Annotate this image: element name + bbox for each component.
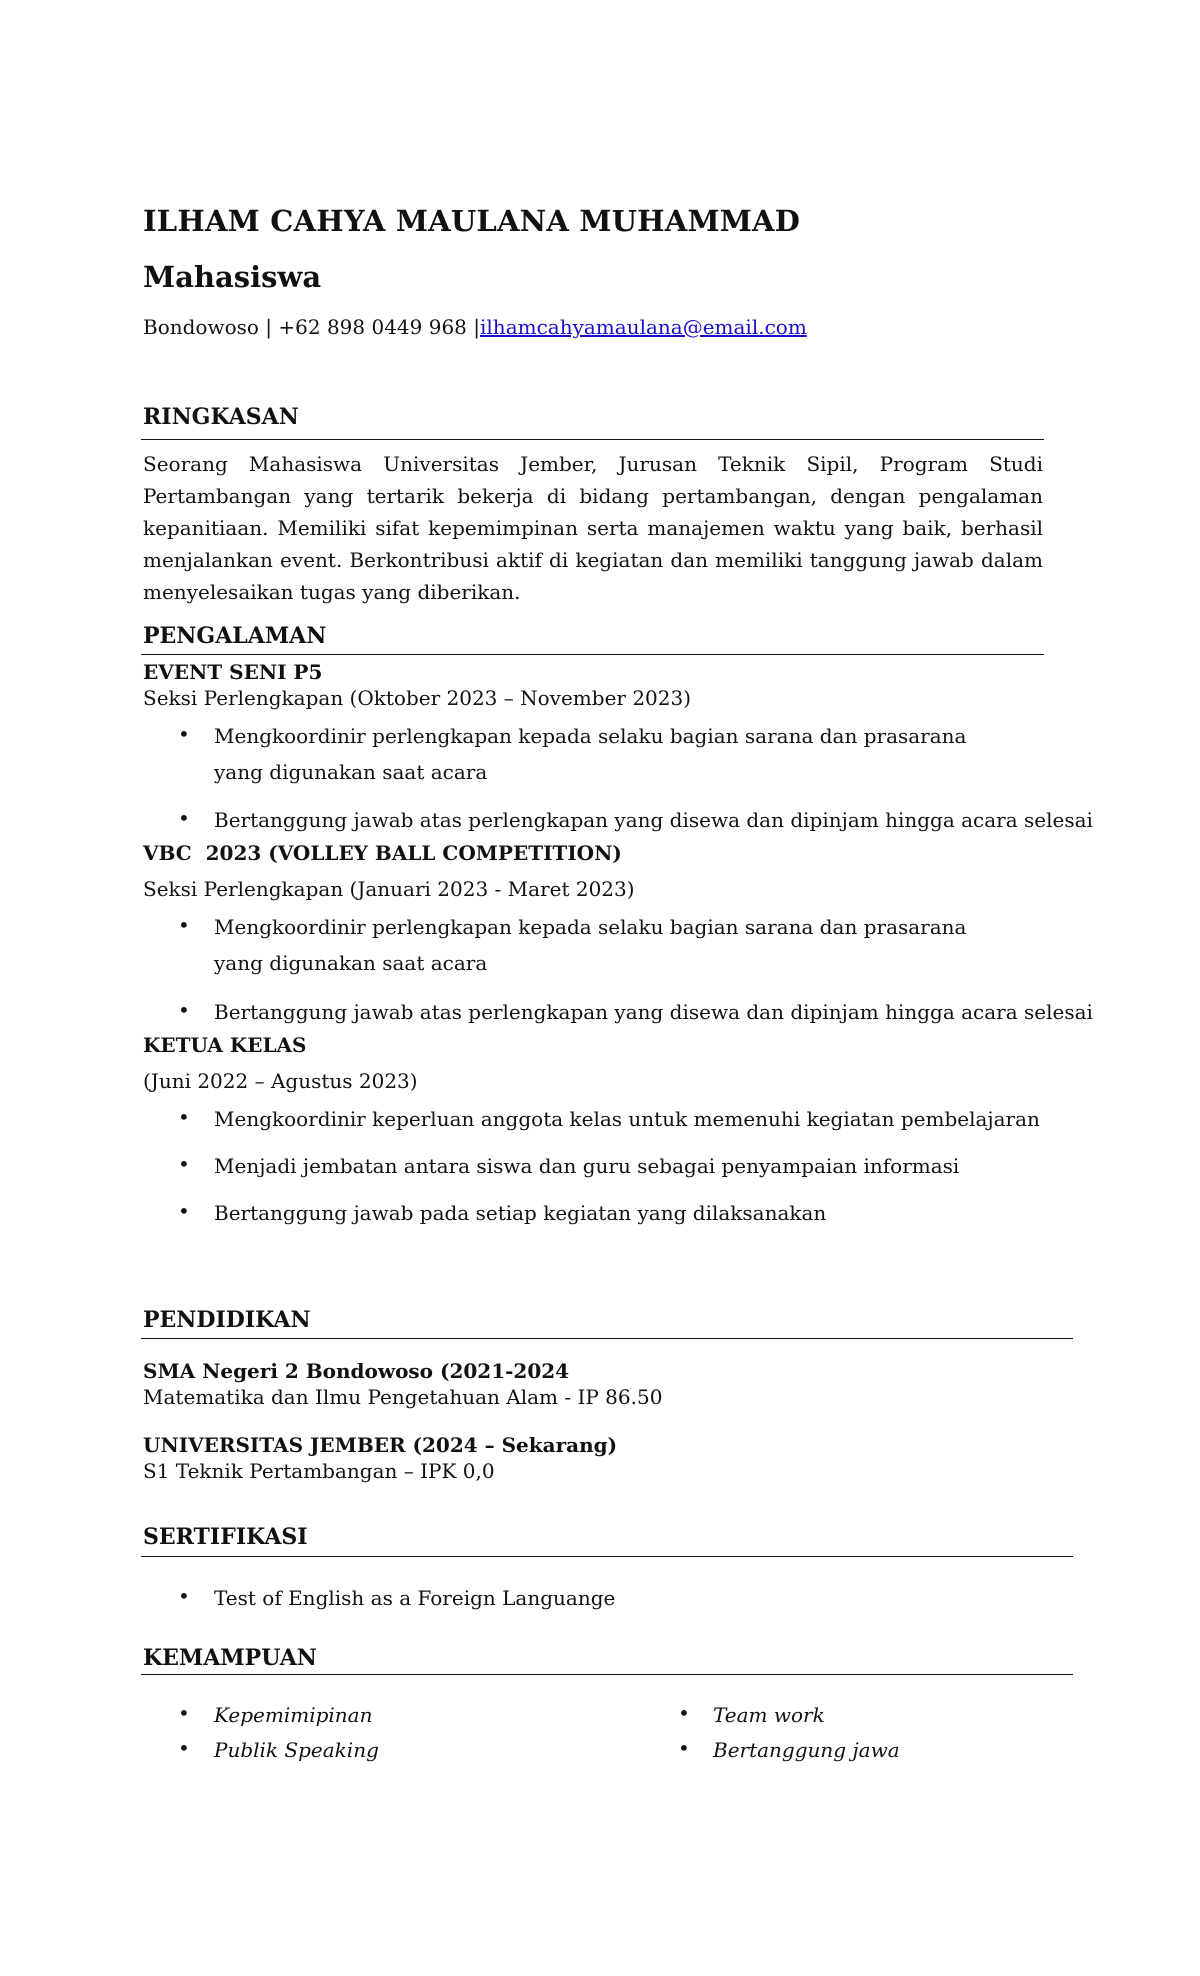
skill-item: Publik Speaking [214,1738,379,1762]
bullet-icon: • [678,1736,690,1760]
education-school: SMA Negeri 2 Bondowoso (2021-2024 [143,1359,570,1383]
experience-bullet: Bertanggung jawab pada setiap kegiatan yang dilaksanakan [214,1201,827,1225]
experience-bullet: Mengkoordinir keperluan anggota kelas untuk memenuhi kegiatan pembelajaran [214,1107,1040,1131]
bullet-icon: • [678,1701,690,1725]
experience-bullet: Menjadi jembatan antara siswa dan guru sebagai penyampaian informasi [214,1154,960,1178]
bullet-icon: • [178,722,190,746]
experience-period: (Juni 2022 – Agustus 2023) [143,1069,418,1093]
bullet-icon: • [178,1105,190,1129]
education-detail: S1 Teknik Pertambangan – IPK 0,0 [143,1459,495,1483]
section-divider [141,1556,1073,1557]
bullet-icon: • [178,998,190,1022]
section-divider [141,1338,1073,1339]
experience-period: Seksi Perlengkapan (Januari 2023 - Maret 2023) [143,877,635,901]
bullet-icon: • [178,1736,190,1760]
candidate-role: Mahasiswa [143,260,322,294]
email-link[interactable]: ilhamcahyamaulana@email.com [480,315,807,339]
section-title-certification: SERTIFIKASI [143,1524,308,1550]
education-school: UNIVERSITAS JEMBER (2024 – Sekarang) [143,1433,618,1457]
section-title-skills: KEMAMPUAN [143,1645,317,1671]
section-title-experience: PENGALAMAN [143,623,327,649]
bullet-icon: • [178,1701,190,1725]
bullet-icon: • [178,1152,190,1176]
contact-details: Bondowoso | +62 898 0449 968 | [143,315,481,339]
skill-item: Bertanggung jawa [713,1738,900,1762]
bullet-icon: • [178,1199,190,1223]
certification-item: Test of English as a Foreign Languange [214,1586,616,1610]
education-detail: Matematika dan Ilmu Pengetahuan Alam - IP 86.50 [143,1385,663,1409]
section-title-education: PENDIDIKAN [143,1307,311,1333]
experience-bullet: Mengkoordinir perlengkapan kepada selaku bagian sarana dan prasarana yang digunakan saat acara [214,724,967,784]
experience-bullet: Mengkoordinir perlengkapan kepada selaku bagian sarana dan prasarana yang digunakan saat acara [214,915,967,975]
candidate-name: ILHAM CAHYA MAULANA MUHAMMAD [143,204,801,238]
section-divider [141,654,1044,655]
bullet-icon: • [178,806,190,830]
experience-bullet: Bertanggung jawab atas perlengkapan yang disewa dan dipinjam hingga acara selesai [214,1000,1093,1024]
summary-text: Seorang Mahasiswa Universitas Jember, Jurusan Teknik Sipil, Program Studi Pertambangan yang tertarik bekerja di bidang pertambangan, dengan pengalaman kepanitiaan. Memiliki sifat kepemimpinan serta manajemen waktu yang baik, berhasil menjalankan event. Berkontribusi aktif di kegiatan dan memiliki tanggung jawab dalam menyelesaikan tugas yang diberikan. [143,452,1043,604]
experience-heading: EVENT SENI P5 [143,660,323,684]
bullet-icon: • [178,913,190,937]
section-title-summary: RINGKASAN [143,404,299,430]
skill-item: Kepemimipinan [214,1703,373,1727]
contact-line [143,315,807,339]
experience-heading: VBC 2023 (VOLLEY BALL COMPETITION) [143,841,622,865]
experience-bullet: Bertanggung jawab atas perlengkapan yang disewa dan dipinjam hingga acara selesai [214,808,1093,832]
section-divider [141,439,1044,440]
section-divider [141,1674,1073,1675]
bullet-icon: • [178,1584,190,1608]
experience-period: Seksi Perlengkapan (Oktober 2023 – November 2023) [143,686,692,710]
experience-heading: KETUA KELAS [143,1033,307,1057]
skill-item: Team work [713,1703,825,1727]
